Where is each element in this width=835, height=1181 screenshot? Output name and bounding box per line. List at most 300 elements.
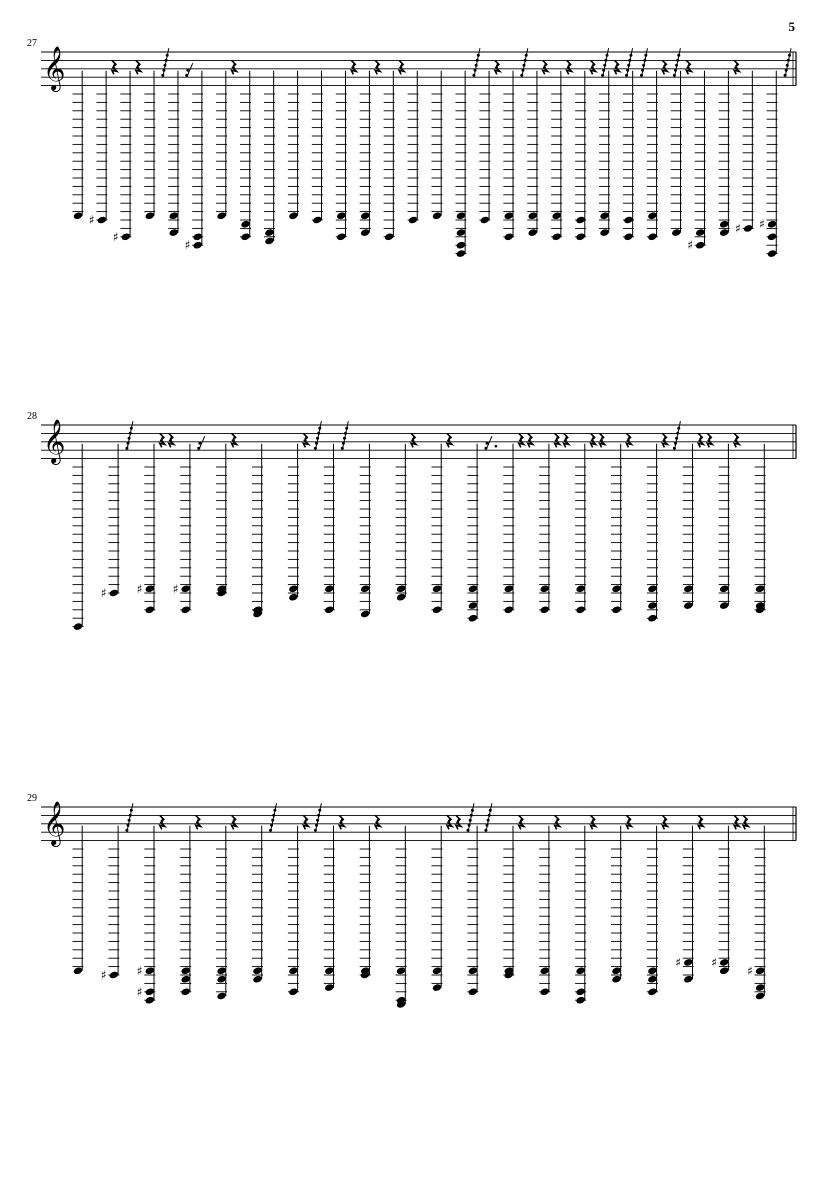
rest-flag (524, 59, 527, 62)
notehead (396, 593, 406, 602)
quarter-rest-icon: 𝄽 (159, 813, 165, 830)
notehead (719, 228, 729, 237)
rest-flag (316, 437, 319, 440)
note-chord (180, 814, 201, 996)
note-chord (216, 814, 237, 1001)
quarter-rest-icon: 𝄽 (339, 813, 344, 830)
quarter-rest-icon: 𝄽 (542, 58, 548, 75)
small-rest-icon (468, 803, 474, 832)
notehead (647, 584, 657, 593)
notehead (121, 232, 131, 241)
notehead (432, 983, 442, 992)
rest-flag (166, 54, 169, 57)
rest-flag (677, 54, 680, 57)
note-chord (647, 814, 668, 996)
small-rest-icon (627, 48, 633, 77)
quarter-rest-icon: 𝄽 (698, 813, 703, 830)
quarter-rest-icon: 𝄽 (590, 431, 595, 448)
quarter-rest-icon: 𝄽 (599, 431, 604, 448)
notehead (575, 987, 585, 996)
notehead (695, 241, 705, 250)
note-chord (216, 59, 237, 220)
sharp-icon: ♯ (136, 581, 143, 596)
notehead (312, 216, 322, 225)
notehead (767, 249, 777, 258)
notehead (240, 232, 250, 241)
note-chord (687, 71, 706, 252)
sharp-icon: ♯ (735, 221, 741, 236)
notehead (360, 211, 370, 220)
notehead (504, 232, 514, 241)
notehead (216, 211, 226, 220)
notehead (216, 992, 226, 1001)
measure-number: 29 (27, 793, 37, 804)
notehead (540, 987, 550, 996)
rest-flag (318, 809, 321, 812)
notehead (288, 211, 298, 220)
notehead (181, 605, 191, 614)
note-chord (73, 444, 84, 631)
notehead (408, 216, 418, 225)
treble-clef-icon: 𝄞 (43, 801, 66, 846)
rest-flag (471, 809, 474, 812)
rest-flag (787, 59, 790, 62)
notehead (755, 584, 765, 593)
notehead (336, 211, 346, 220)
rest-flag (604, 59, 607, 62)
rest-flag (128, 437, 131, 440)
rest-flag (130, 809, 133, 812)
notehead (169, 228, 179, 237)
rest-flag (676, 432, 679, 435)
rest-flag (315, 824, 318, 827)
quarter-rest-icon: 𝄽 (411, 431, 416, 448)
note-chord (599, 48, 633, 237)
rest-flag (675, 64, 678, 67)
notehead (611, 966, 621, 975)
notehead (504, 211, 514, 220)
rest-flag (786, 64, 789, 67)
small-rest-icon (127, 803, 133, 832)
notehead (599, 211, 609, 220)
sharp-icon: ♯ (112, 229, 119, 244)
quarter-rest-icon: 𝄽 (662, 813, 667, 830)
notehead (767, 232, 777, 241)
note-chord (101, 803, 133, 982)
note-chord (240, 71, 251, 241)
notehead (456, 241, 466, 250)
notehead (683, 958, 693, 967)
quarter-rest-icon: 𝄽 (734, 431, 739, 448)
notehead (396, 966, 406, 975)
notehead (611, 605, 621, 614)
system-3 (27, 793, 796, 1009)
rest-flag (317, 814, 320, 817)
quarter-rest-icon: 𝄽 (447, 431, 452, 448)
rest-flag (127, 442, 130, 445)
note-chord (551, 59, 572, 241)
notehead (360, 610, 370, 619)
rest-flag (197, 447, 200, 450)
notehead (181, 975, 191, 984)
rest-flag (642, 64, 645, 67)
treble-clef-icon: 𝄞 (43, 46, 66, 91)
rest-flag (675, 437, 678, 440)
note-chord (288, 421, 322, 601)
notehead (468, 966, 478, 975)
rest-flag (130, 427, 133, 430)
notehead (216, 975, 226, 984)
rest-flag (467, 829, 470, 832)
notehead (145, 966, 155, 975)
notehead (240, 220, 250, 229)
quarter-rest-icon: 𝄽 (231, 58, 236, 75)
notehead (145, 987, 155, 996)
note-chord (759, 48, 791, 258)
sharp-icon: ♯ (136, 963, 143, 978)
rest-flag (520, 74, 523, 77)
notehead (719, 584, 729, 593)
sharp-icon: ♯ (172, 581, 179, 596)
rest-flag (314, 447, 317, 450)
note-chord (711, 814, 748, 975)
notehead (647, 975, 657, 984)
page-number: 5 (788, 19, 795, 34)
notehead (647, 601, 657, 610)
note-chord (396, 826, 407, 1009)
notehead (755, 983, 765, 992)
note-chord (503, 814, 524, 980)
rest-flag (674, 442, 677, 445)
notehead (540, 605, 550, 614)
rest-flag (472, 74, 475, 77)
notehead (169, 211, 179, 220)
rest-flag (164, 64, 167, 67)
rest-flag (484, 829, 487, 832)
quarter-rest-icon: 𝄽 (734, 813, 739, 830)
notehead (695, 228, 705, 237)
note-chord (336, 59, 357, 241)
notehead (288, 593, 298, 602)
note-chord (735, 71, 754, 236)
note-chord (185, 71, 204, 252)
quarter-rest-icon: 𝄽 (554, 813, 559, 830)
rest-flag (629, 54, 632, 57)
quarter-rest-icon: 𝄽 (303, 813, 308, 830)
rest-flag (469, 819, 472, 822)
notehead (468, 614, 478, 623)
quarter-rest-icon: 𝄽 (626, 431, 631, 448)
small-rest-icon (603, 48, 609, 77)
notehead (109, 971, 119, 980)
sharp-icon: ♯ (759, 217, 765, 232)
rest-flag (165, 59, 168, 62)
notehead (336, 232, 346, 241)
note-chord (408, 71, 419, 225)
rest-flag (625, 74, 628, 77)
rest-flag (129, 432, 132, 435)
rest-flag (470, 814, 473, 817)
small-rest-icon (163, 48, 169, 77)
quarter-rest-icon: 𝄽 (743, 813, 748, 830)
note-chord (252, 803, 277, 983)
notehead (647, 614, 657, 623)
rest-flag (643, 59, 646, 62)
quarter-rest-icon: 𝄽 (626, 813, 631, 830)
note-chord (173, 436, 205, 614)
rest-flag (125, 829, 128, 832)
note-chord (89, 59, 117, 227)
rest-flag (128, 819, 131, 822)
sharp-icon: ♯ (184, 238, 191, 253)
sharp-icon: ♯ (711, 955, 718, 970)
notehead (743, 224, 753, 233)
notehead (181, 584, 191, 593)
quarter-rest-icon: 𝄽 (518, 813, 524, 830)
notehead (73, 622, 83, 631)
rest-flag (161, 74, 164, 77)
notehead (575, 605, 585, 614)
notehead (599, 228, 609, 237)
rest-flag (644, 54, 647, 57)
note-chord (575, 432, 605, 614)
note-chord (396, 432, 417, 602)
quarter-rest-icon: 𝄽 (698, 431, 703, 448)
rest-flag (162, 69, 165, 72)
notehead (504, 605, 514, 614)
rest-flag (198, 442, 201, 445)
quarter-rest-icon: 𝄽 (135, 58, 141, 75)
notehead (288, 966, 298, 975)
rest-flag (486, 824, 489, 827)
note-chord (264, 71, 275, 246)
quarter-rest-icon: 𝄽 (231, 431, 236, 448)
notehead (504, 584, 514, 593)
note-chord (113, 59, 141, 244)
sharp-icon: ♯ (687, 238, 694, 253)
note-chord (73, 826, 84, 975)
quarter-rest-icon: 𝄽 (303, 431, 308, 448)
notehead (575, 966, 585, 975)
rest-flag (784, 74, 787, 77)
quarter-rest-icon: 𝄽 (518, 431, 524, 448)
notehead (73, 966, 83, 975)
notehead (719, 958, 729, 967)
rest-flag (488, 814, 491, 817)
small-rest-icon (474, 48, 480, 77)
note-chord (611, 814, 632, 984)
notehead (145, 211, 155, 220)
rest-flag (673, 74, 676, 77)
sharp-icon: ♯ (675, 955, 682, 970)
quarter-rest-icon: 𝄽 (494, 58, 500, 75)
notehead (623, 216, 633, 225)
quarter-rest-icon: 𝄽 (734, 58, 739, 75)
notehead (551, 211, 561, 220)
small-rest-icon (271, 803, 277, 832)
notehead (288, 584, 298, 593)
quarter-rest-icon: 𝄽 (375, 58, 380, 75)
notehead (252, 966, 262, 975)
note-chord (73, 71, 84, 220)
rest-flag (788, 54, 791, 57)
small-rest-icon (785, 48, 791, 77)
rest-flag (521, 69, 524, 72)
note-chord (360, 814, 381, 980)
notehead (432, 966, 442, 975)
rest-flag (525, 54, 528, 57)
notehead (384, 232, 394, 241)
rest-flag (125, 447, 128, 450)
notehead (432, 584, 442, 593)
measure-number: 28 (27, 411, 37, 422)
note-chord (675, 814, 703, 984)
notehead (647, 232, 657, 241)
notehead (145, 584, 155, 593)
notehead (671, 228, 681, 237)
quarter-rest-icon: 𝄽 (375, 813, 380, 830)
notehead (540, 966, 550, 975)
note-chord (539, 814, 560, 996)
notehead (683, 975, 693, 984)
rest-flag (674, 69, 677, 72)
system-1 (27, 38, 796, 258)
notehead (480, 216, 490, 225)
notehead (468, 601, 478, 610)
note-chord (432, 71, 443, 220)
small-rest-icon (641, 48, 647, 77)
rest-flag (628, 59, 631, 62)
rest-flag (270, 824, 273, 827)
notehead (432, 605, 442, 614)
rest-flag (129, 814, 132, 817)
rest-flag (673, 447, 676, 450)
rest-flag (606, 54, 609, 57)
notehead (611, 975, 621, 984)
notehead (611, 584, 621, 593)
note-chord (747, 826, 766, 1001)
rest-flag (271, 819, 274, 822)
quarter-rest-icon: 𝄽 (590, 813, 595, 830)
notehead (647, 987, 657, 996)
quarter-rest-icon: 𝄽 (614, 58, 619, 75)
note-chord (479, 59, 500, 225)
rest-flag (785, 69, 788, 72)
notehead (73, 211, 83, 220)
note-chord (137, 432, 174, 614)
notehead (719, 601, 729, 610)
sharp-icon: ♯ (747, 963, 753, 978)
notehead (181, 966, 191, 975)
notehead (324, 605, 334, 614)
rest-flag (601, 74, 604, 77)
rest-flag (489, 809, 492, 812)
notehead (360, 584, 370, 593)
rest-flag (476, 59, 479, 62)
notehead (264, 228, 274, 237)
notehead (109, 589, 119, 598)
notehead (767, 220, 777, 229)
note-chord (288, 71, 299, 220)
notehead (264, 237, 274, 246)
notehead (719, 220, 729, 229)
quarter-rest-icon: 𝄽 (590, 58, 595, 75)
notehead (755, 966, 765, 975)
rest-flag (186, 69, 189, 72)
rest-flag (318, 427, 321, 430)
small-rest-icon (342, 421, 348, 450)
quarter-rest-icon: 𝄽 (662, 431, 667, 448)
notehead (324, 584, 334, 593)
note-chord (467, 436, 497, 622)
notehead (181, 987, 191, 996)
notehead (528, 211, 538, 220)
notehead (575, 584, 585, 593)
notehead (540, 584, 550, 593)
rest-flag (484, 447, 487, 450)
small-rest-icon (127, 421, 133, 450)
notehead (324, 983, 334, 992)
notehead (468, 584, 478, 593)
rest-flag (317, 432, 320, 435)
note-chord (611, 432, 632, 614)
note-chord (168, 63, 193, 237)
note-chord (252, 444, 263, 619)
notehead (528, 228, 538, 237)
quarter-rest-icon: 𝄽 (399, 58, 404, 75)
small-rest-icon (674, 48, 680, 77)
note-chord (503, 432, 533, 614)
notehead (623, 232, 633, 241)
quarter-rest-icon: 𝄽 (686, 58, 691, 75)
rest-flag (315, 442, 318, 445)
quarter-rest-icon: 𝄽 (159, 431, 165, 448)
quarter-rest-icon: 𝄽 (447, 813, 452, 830)
rest-flag (477, 54, 480, 57)
quarter-rest-icon: 𝄽 (195, 813, 200, 830)
notehead (683, 601, 693, 610)
notehead (647, 211, 657, 220)
notehead (575, 232, 585, 241)
rest-flag (342, 442, 345, 445)
quarter-rest-icon: 𝄽 (707, 431, 712, 448)
quarter-rest-icon: 𝄽 (111, 58, 117, 75)
rest-flag (314, 829, 317, 832)
rest-flag (626, 69, 629, 72)
rest-flag (603, 64, 606, 67)
note-chord (384, 59, 405, 241)
rest-flag (602, 69, 605, 72)
notehead (97, 216, 107, 225)
small-rest-icon (486, 803, 492, 832)
quarter-rest-icon: 𝄽 (566, 58, 571, 75)
notehead (324, 966, 334, 975)
notehead (252, 975, 262, 984)
rest-flag (343, 437, 346, 440)
quarter-rest-icon: 𝄽 (527, 431, 533, 448)
notehead (360, 228, 370, 237)
sharp-icon: ♯ (88, 213, 95, 227)
note-chord (101, 421, 133, 600)
note-chord (455, 48, 480, 258)
rest-flag (641, 69, 644, 72)
notehead (456, 249, 466, 258)
note-chord (432, 803, 475, 992)
small-rest-icon (315, 421, 321, 450)
dot (495, 445, 498, 448)
small-rest-icon (522, 48, 528, 77)
quarter-rest-icon: 𝄽 (456, 813, 461, 830)
